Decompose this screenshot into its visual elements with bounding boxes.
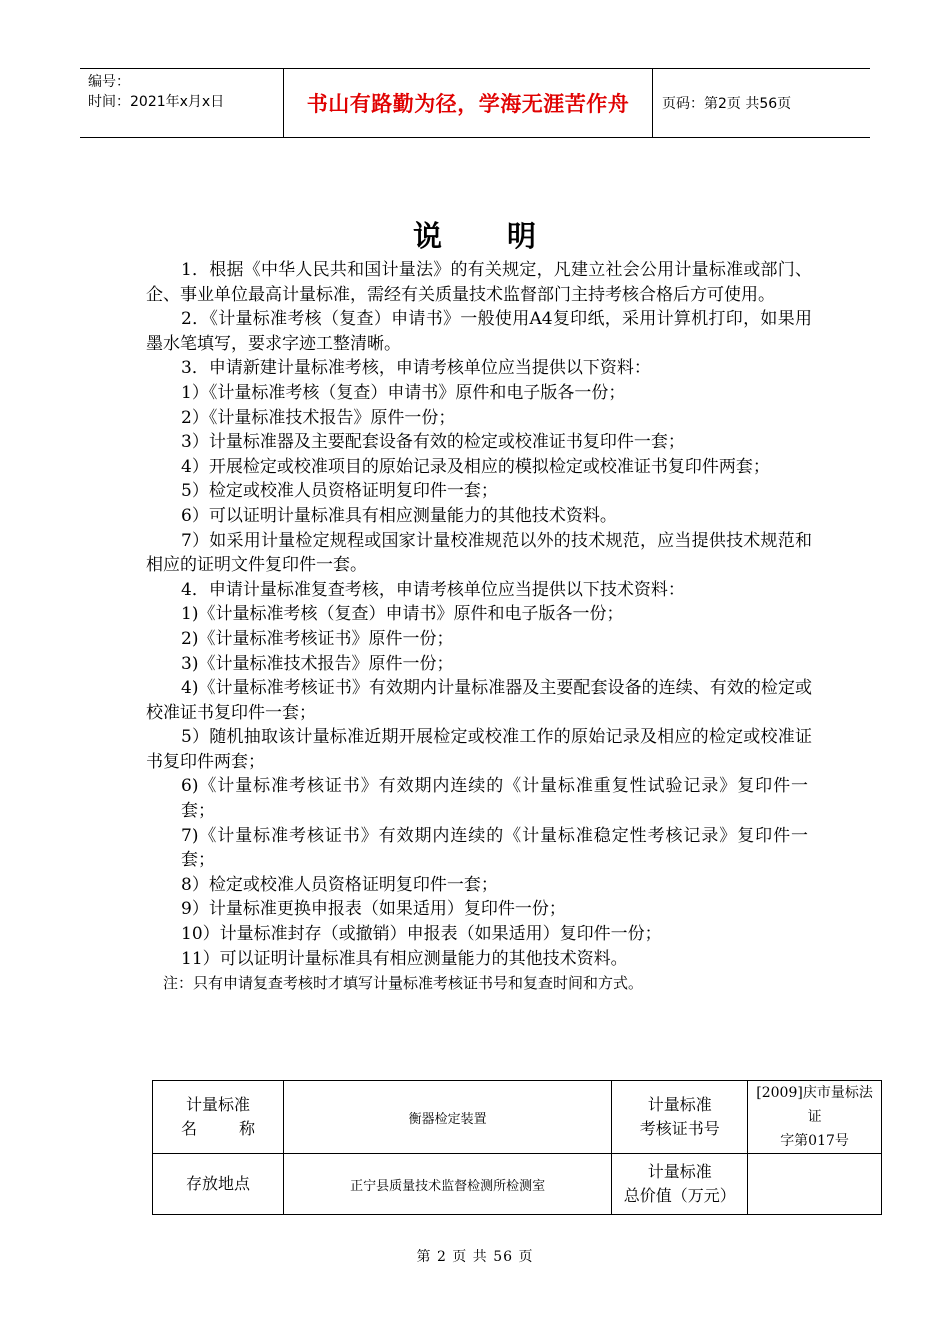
name-label-line-2: 名 称	[180, 1119, 255, 1138]
name-value-cell: 衡器检定装置	[283, 1081, 611, 1154]
cert-label-line-2: 考核证书号	[639, 1119, 720, 1138]
paragraph-2: 2．《计量标准考核（复查）申请书》一般使用A4复印纸，采用计算机打印，如果用墨水笔填写，要求字迹工整清晰。	[146, 309, 812, 354]
list-item: 6)《计量标准考核证书》有效期内连续的《计量标准重复性试验记录》复印件一套；	[181, 776, 808, 822]
list-item: 8）检定或校准人员资格证明复印件一套；	[181, 874, 498, 895]
cert-value-line-1: [2009]庆市量标法证	[756, 1085, 873, 1125]
location-value-cell: 正宁县质量技术监督检测所检测室	[283, 1154, 611, 1215]
paragraph-3: 3．申请新建计量标准考核，申请考核单位应当提供以下资料：	[181, 358, 651, 379]
table-row	[153, 1081, 882, 1154]
list-item: 11）可以证明计量标准具有相应测量能力的其他技术资料。	[181, 948, 628, 969]
list-item: 2)《计量标准考核证书》原件一份；	[181, 628, 454, 649]
list-item: 5）随机抽取该计量标准近期开展检定或校准工作的原始记录及相应的检定或校准证书复印件两套；	[146, 727, 812, 772]
title-char-1: 说	[412, 219, 443, 253]
cert-value-line-2: 字第017号	[780, 1133, 849, 1149]
table-row	[153, 1154, 882, 1215]
list-item: 10）计量标准封存（或撤销）申报表（如果适用）复印件一份；	[181, 924, 662, 945]
header-slogan: 书山有路勤为径，学海无涯苦作舟	[284, 69, 653, 137]
name-label-cell	[153, 1081, 284, 1154]
list-item: 3）计量标准器及主要配套设备有效的检定或校准证书复印件一套；	[181, 432, 685, 453]
paragraph-1: 1．根据《中华人民共和国计量法》的有关规定，凡建立社会公用计量标准或部门、企、事业单位最高计量标准，需经有关质量技术监督部门主持考核合格后方可使用。	[146, 260, 812, 305]
date-label: 时间：2021年x月x日	[88, 94, 225, 110]
header-meta	[80, 69, 284, 137]
standard-info-table	[152, 1080, 882, 1215]
list-item: 1）《计量标准考核（复查）申请书》原件和电子版各一份；	[181, 382, 626, 403]
cert-value-cell	[748, 1081, 882, 1154]
note-text: 注：只有申请复查考核时才填写计量标准考核证书号和复查时间和方式。	[163, 974, 644, 993]
page-header	[80, 68, 870, 138]
name-label-line-1: 计量标准	[185, 1095, 250, 1114]
list-item: 2）《计量标准技术报告》原件一份；	[181, 407, 456, 428]
list-item: 5）检定或校准人员资格证明复印件一套；	[181, 481, 498, 502]
list-item: 7)《计量标准考核证书》有效期内连续的《计量标准稳定性考核记录》复印件一套；	[181, 825, 808, 871]
list-item: 3)《计量标准技术报告》原件一份；	[181, 653, 454, 674]
number-label: 编号：	[88, 74, 130, 90]
header-page-info: 页码：第2页 共56页	[662, 96, 792, 112]
list-item: 4）开展检定或校准项目的原始记录及相应的模拟检定或校准证书复印件两套；	[181, 456, 770, 477]
list-item: 1)《计量标准考核（复查）申请书》原件和电子版各一份；	[181, 604, 624, 625]
page-title	[0, 214, 950, 255]
value-value-cell	[748, 1154, 882, 1215]
cert-label-line-1: 计量标准	[647, 1095, 712, 1114]
list-item: 9）计量标准更换申报表（如果适用）复印件一份；	[181, 899, 566, 920]
value-label-line-1: 计量标准	[647, 1162, 712, 1181]
page-footer: 第 2 页 共 56 页	[416, 1249, 534, 1265]
instructions-body	[146, 258, 812, 995]
list-item: 7）如采用计量检定规程或国家计量校准规范以外的技术规范，应当提供技术规范和相应的证明文件复印件一套。	[146, 530, 812, 576]
title-char-2: 明	[507, 219, 538, 253]
cert-label-cell	[612, 1081, 748, 1154]
value-label-cell	[612, 1154, 748, 1215]
list-item: 4)《计量标准考核证书》有效期内计量标准器及主要配套设备的连续、有效的检定或校准证书复印件一套；	[146, 678, 812, 723]
paragraph-4: 4．申请计量标准复查考核，申请考核单位应当提供以下技术资料：	[181, 579, 685, 600]
list-item: 6）可以证明计量标准具有相应测量能力的其他技术资料。	[181, 505, 617, 526]
location-label-cell: 存放地点	[153, 1154, 284, 1215]
value-label-line-2: 总价值（万元）	[623, 1186, 736, 1205]
